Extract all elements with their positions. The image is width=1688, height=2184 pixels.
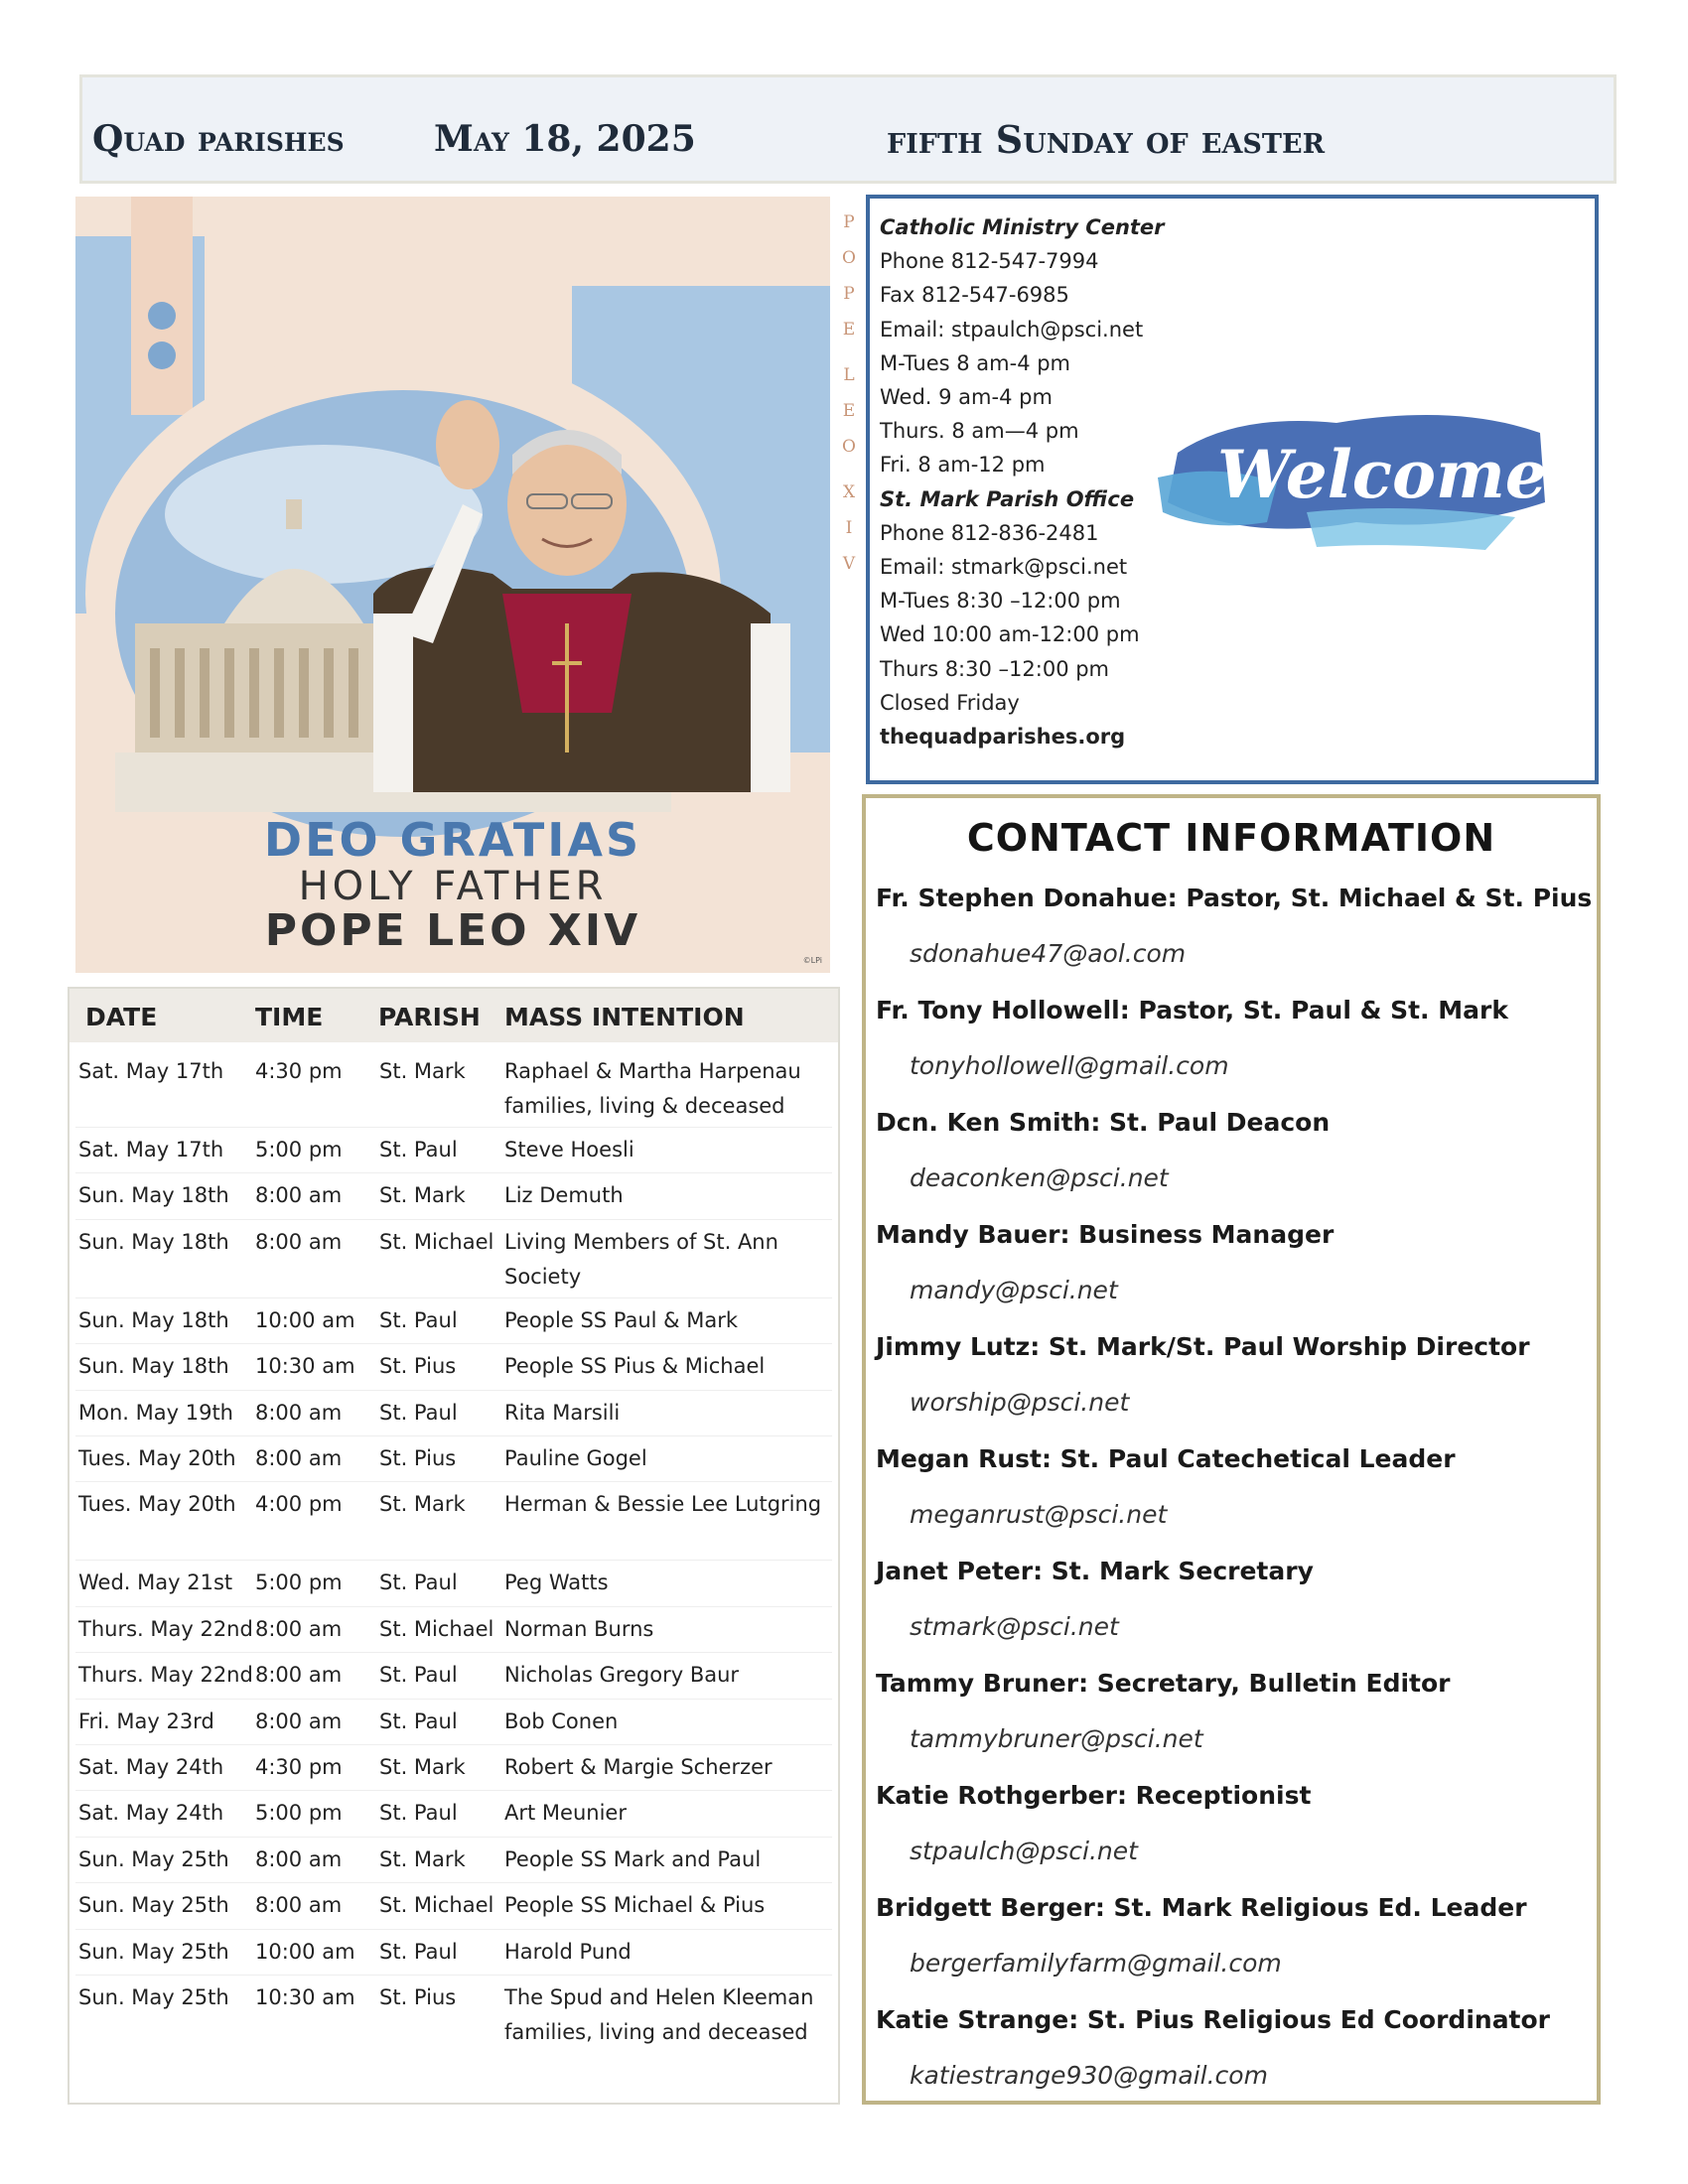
row-time: 8:00 am (255, 1616, 343, 1641)
row-time: 4:30 pm (255, 1755, 343, 1779)
contact-name: Dcn. Ken Smith: St. Paul Deacon (876, 1108, 1331, 1137)
row-date: Sun. May 18th (78, 1354, 229, 1379)
row-parish: St. Paul (379, 1138, 458, 1161)
row-intention: Raphael & Martha Harpenau families, living & deceased (504, 1059, 801, 1118)
row-time: 5:00 pm (255, 1801, 343, 1826)
poster-vertical-char: P (843, 284, 855, 304)
poster-line-pope-leo: POPE LEO XIV (264, 905, 641, 956)
row-parish: St. Pius (379, 1985, 457, 2009)
office-line: Email: stpaulch@psci.net (880, 317, 1144, 341)
row-date: Sat. May 24th (78, 1801, 224, 1826)
row-intention: Rita Marsili (504, 1400, 621, 1425)
row-time: 5:00 pm (255, 1570, 343, 1595)
row-parish: St. Pius (379, 1446, 457, 1470)
row-intention: People SS Mark and Paul (504, 1846, 762, 1871)
poster-vertical-char: O (842, 437, 856, 457)
contact-name: Megan Rust: St. Paul Catechetical Leader (876, 1444, 1456, 1473)
bulletin-date: May 18, 2025 (434, 118, 696, 160)
row-intention: Robert & Margie Scherzer (504, 1755, 773, 1779)
row-parish: St. Michael (379, 1893, 494, 1918)
pope-leo-poster (75, 197, 856, 973)
row-date: Sun. May 18th (78, 1229, 229, 1254)
contact-information (862, 794, 1601, 2105)
row-time: 8:00 am (255, 1663, 343, 1688)
row-time: 10:30 am (255, 1985, 355, 2009)
office-line: Fri. 8 am-12 pm (880, 453, 1046, 478)
row-date: Mon. May 19th (78, 1400, 233, 1425)
row-date: Sun. May 25th (78, 1893, 229, 1918)
row-time: 10:00 am (255, 1939, 355, 1964)
row-intention: Art Meunier (504, 1801, 627, 1826)
row-parish: St. Paul (379, 1400, 458, 1425)
office-line: Phone 812-836-2481 (880, 520, 1099, 545)
row-time: 8:00 am (255, 1708, 343, 1733)
row-parish: St. Paul (379, 1801, 458, 1826)
poster-vertical-char: L (843, 365, 855, 385)
row-parish: St. Mark (379, 1755, 466, 1779)
contact-email-link[interactable]: worship@psci.net (910, 1388, 1130, 1417)
row-date: Tues. May 20th (78, 1446, 236, 1470)
header-time: TIME (255, 1003, 324, 1031)
row-intention: Steve Hoesli (504, 1138, 634, 1161)
row-parish: St. Pius (379, 1354, 457, 1379)
contact-email-link[interactable]: katiestrange930@gmail.com (910, 2061, 1268, 2090)
poster-vertical-text (834, 214, 864, 592)
row-intention: People SS Michael & Pius (504, 1893, 766, 1918)
header-intention: MASS INTENTION (504, 1003, 745, 1031)
welcome-graphic (1158, 383, 1547, 552)
row-intention: Liz Demuth (504, 1183, 624, 1208)
office-line: M-Tues 8:30 –12:00 pm (880, 589, 1121, 614)
table-header (70, 989, 838, 1042)
row-date: Sun. May 25th (78, 1985, 229, 2009)
contact-name: Katie Strange: St. Pius Religious Ed Coordinator (876, 2005, 1551, 2034)
contact-email-link[interactable]: tammybruner@psci.net (910, 1724, 1203, 1753)
office-line: Email: stmark@psci.net (880, 555, 1128, 580)
row-parish: St. Mark (379, 1492, 466, 1517)
row-date: Sun. May 18th (78, 1307, 229, 1332)
contact-email-link[interactable]: stpaulch@psci.net (910, 1837, 1138, 1865)
row-time: 4:00 pm (255, 1492, 343, 1517)
row-date: Sun. May 25th (78, 1846, 229, 1871)
row-intention: Pauline Gogel (504, 1446, 647, 1470)
office-line: Thurs 8:30 –12:00 pm (880, 656, 1110, 681)
office-line: Closed Friday (880, 690, 1020, 715)
contact-email-link[interactable]: tonyhollowell@gmail.com (910, 1051, 1229, 1080)
poster-vertical-char: V (842, 554, 856, 574)
row-intention: Herman & Bessie Lee Lutgring (504, 1492, 822, 1517)
bulletin-header (79, 74, 1617, 184)
contact-email-link[interactable]: deaconken@psci.net (910, 1163, 1169, 1192)
row-time: 5:00 pm (255, 1138, 343, 1161)
contact-name: Katie Rothgerber: Receptionist (876, 1781, 1312, 1810)
contact-email-link[interactable]: mandy@psci.net (910, 1276, 1118, 1304)
poster-vertical-char: O (842, 248, 856, 268)
contact-name: Fr. Tony Hollowell: Pastor, St. Paul & St. Mark (876, 996, 1508, 1024)
poster-line-holy-father: HOLY FATHER (298, 864, 608, 909)
parish-name: Quad parishes (92, 118, 345, 160)
contact-name: Tammy Bruner: Secretary, Bulletin Editor (876, 1669, 1451, 1698)
office-line: Catholic Ministry Center (880, 215, 1165, 239)
mass-intentions-table (68, 987, 840, 2105)
row-parish: St. Mark (379, 1183, 466, 1208)
poster-vertical-char: P (843, 212, 855, 232)
row-date: Tues. May 20th (78, 1492, 236, 1517)
row-time: 8:00 am (255, 1846, 343, 1871)
office-info-box (866, 195, 1599, 784)
header-date: DATE (85, 1003, 158, 1031)
poster-line-deo-gratias: DEO GRATIAS (263, 813, 642, 867)
office-line: Phone 812-547-7994 (880, 249, 1099, 274)
office-line: Thurs. 8 am—4 pm (880, 419, 1079, 444)
office-line: St. Mark Parish Office (880, 486, 1135, 511)
contact-email-link[interactable]: stmark@psci.net (910, 1612, 1119, 1641)
row-intention: Peg Watts (504, 1570, 609, 1595)
row-intention: Bob Conen (504, 1708, 619, 1733)
row-date: Sun. May 18th (78, 1183, 229, 1208)
row-date: Sat. May 24th (78, 1755, 224, 1779)
contact-name: Fr. Stephen Donahue: Pastor, St. Michael & St. Pius (876, 884, 1593, 912)
row-date: Sun. May 25th (78, 1939, 229, 1964)
contact-email-link[interactable]: bergerfamilyfarm@gmail.com (910, 1949, 1282, 1978)
row-parish: St. Michael (379, 1229, 494, 1254)
row-parish: St. Mark (379, 1059, 466, 1083)
contact-email-link[interactable]: meganrust@psci.net (910, 1500, 1168, 1529)
row-intention: Living Members of St. Ann Society (504, 1229, 778, 1289)
contact-email-link[interactable]: sdonahue47@aol.com (910, 939, 1187, 968)
row-time: 4:30 pm (255, 1059, 343, 1083)
row-date: Sat. May 17th (78, 1059, 224, 1083)
contact-name: Janet Peter: St. Mark Secretary (876, 1557, 1314, 1585)
row-intention: The Spud and Helen Kleeman families, living and deceased (504, 1985, 814, 2044)
row-parish: St. Paul (379, 1939, 458, 1964)
row-date: Wed. May 21st (78, 1570, 233, 1595)
row-date: Thurs. May 22nd (78, 1663, 253, 1688)
row-intention: Norman Burns (504, 1616, 654, 1641)
office-line: Wed 10:00 am-12:00 pm (880, 622, 1140, 647)
row-intention: People SS Paul & Mark (504, 1307, 739, 1332)
row-time: 8:00 am (255, 1893, 343, 1918)
row-time: 8:00 am (255, 1446, 343, 1470)
row-time: 8:00 am (255, 1400, 343, 1425)
row-time: 10:30 am (255, 1354, 355, 1379)
contact-name: Bridgett Berger: St. Mark Religious Ed. Leader (876, 1893, 1527, 1922)
row-date: Fri. May 23rd (78, 1708, 214, 1733)
row-intention: Harold Pund (504, 1939, 632, 1964)
row-parish: St. Paul (379, 1307, 458, 1332)
row-time: 10:00 am (255, 1307, 355, 1332)
office-line: thequadparishes.org (880, 725, 1126, 750)
header-parish: PARISH (378, 1003, 481, 1031)
row-parish: St. Michael (379, 1616, 494, 1641)
contact-title: CONTACT INFORMATION (966, 816, 1496, 860)
welcome-text: Welcome (1217, 436, 1547, 513)
row-intention: Nicholas Gregory Baur (504, 1663, 740, 1688)
row-date: Sat. May 17th (78, 1138, 224, 1161)
contact-name: Jimmy Lutz: St. Mark/St. Paul Worship Director (876, 1332, 1530, 1361)
row-parish: St. Mark (379, 1846, 466, 1871)
poster-vertical-char: X (842, 482, 856, 502)
poster-vertical-char: I (845, 518, 853, 538)
row-parish: St. Paul (379, 1663, 458, 1688)
row-time: 8:00 am (255, 1229, 343, 1254)
poster-vertical-char: E (842, 401, 856, 421)
row-time: 8:00 am (255, 1183, 343, 1208)
row-parish: St. Paul (379, 1570, 458, 1595)
poster-vertical-char: E (842, 320, 856, 340)
row-intention: People SS Pius & Michael (504, 1354, 766, 1379)
office-line: M-Tues 8 am-4 pm (880, 350, 1071, 375)
poster-credit: ©LPi (802, 956, 822, 965)
office-line: Fax 812-547-6985 (880, 283, 1069, 308)
row-date: Thurs. May 22nd (78, 1616, 253, 1641)
office-line: Wed. 9 am-4 pm (880, 385, 1053, 410)
contact-name: Mandy Bauer: Business Manager (876, 1220, 1335, 1249)
row-parish: St. Paul (379, 1708, 458, 1733)
liturgical-occasion: fifth Sunday of easter (887, 117, 1326, 162)
